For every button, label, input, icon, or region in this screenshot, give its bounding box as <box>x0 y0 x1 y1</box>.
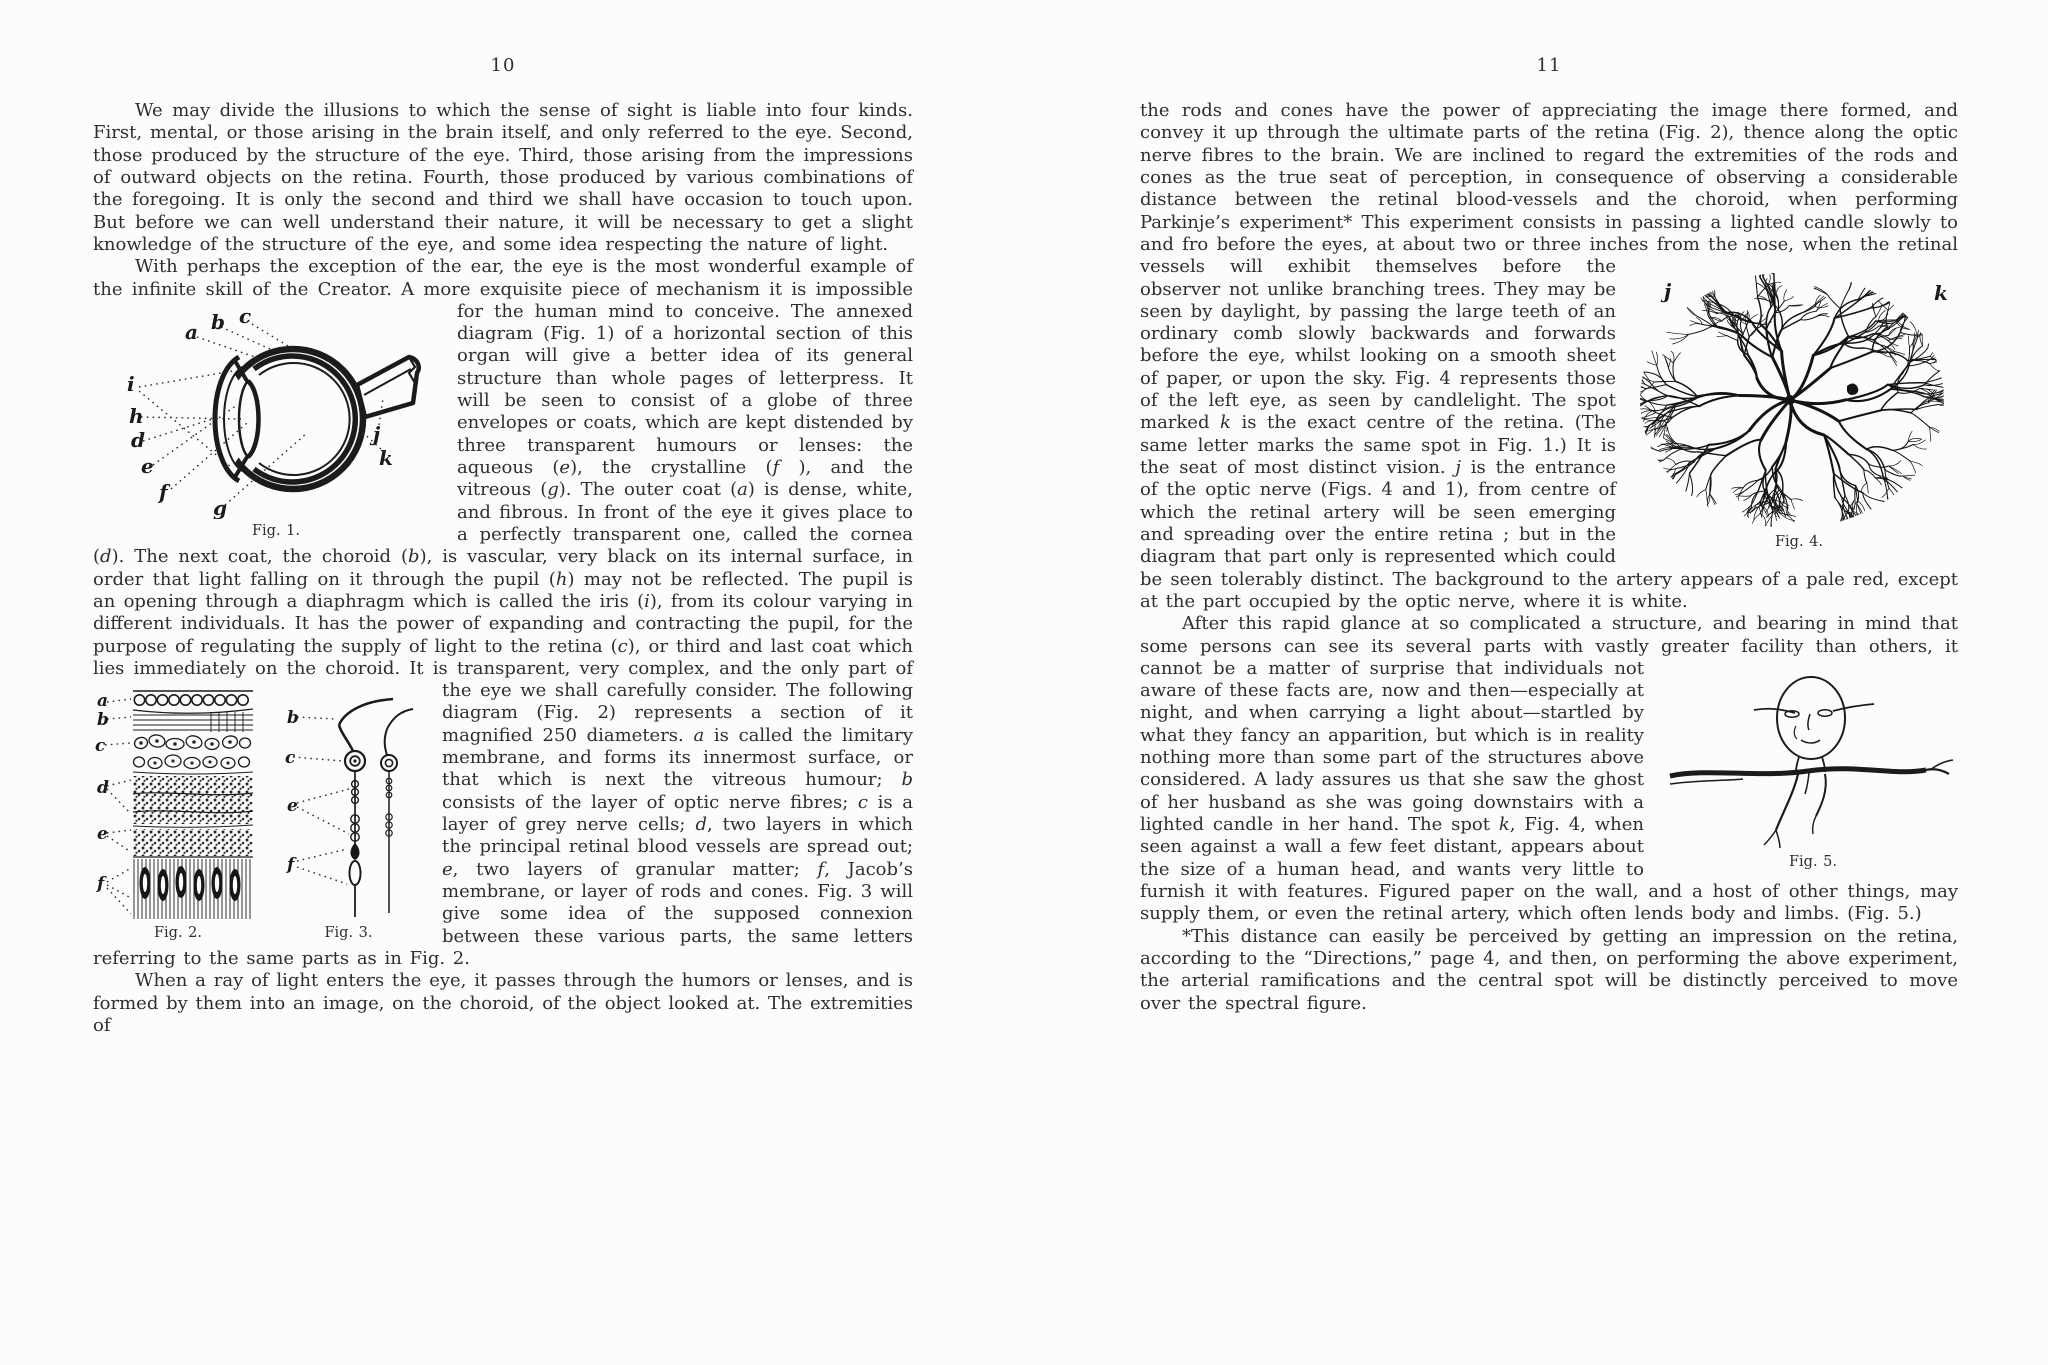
figure-5-caption: Fig. 5. <box>1788 853 1838 870</box>
fig2-label-c: c <box>95 736 106 757</box>
fig4-label-j: j <box>1664 279 1672 304</box>
p11-para2-segment-b: matter of surprise that individuals not aware of these facts are, now and then—especially at night, and when carrying a light about—startled by what they fancy an apparition, but which is in reality nothing more than some part of the structures above considered. A lady assures us that she saw the ghost of her husband as she was going downstairs with a lighted candle in her hand. The spot k, Fig. 4, when seen against a wall a few feet distant, appears about the size of a human head, and wants very little to furnish it with features. Figured paper on the wall, and a host of other things, may supply them, or even the retinal artery, which often lends body and limbs. (Fig. 5.) <box>1140 657 1958 925</box>
fig3-label-c: c <box>285 748 296 769</box>
fig3-label-f: f <box>287 855 295 876</box>
p11-paragraph-2 <box>1140 613 1958 925</box>
fig1-label-h: h <box>129 403 144 428</box>
figure-1 <box>121 307 431 541</box>
fig2-label-f: f <box>97 874 105 895</box>
fig2-label-d: d <box>97 778 109 799</box>
retina-elements-diagram <box>281 689 416 921</box>
footnote: *This distance can easily be perceived by getting an impression on the retina, according to the “Directions,” page 4, and then, on performing the above experiment, the arterial ramifications and the central spot will be distinctly perceived to move over the spectral figure. <box>1140 925 1958 1014</box>
retina-layers-diagram <box>93 686 263 921</box>
p11-paragraph-1 <box>1140 100 1958 613</box>
fig1-label-j: j <box>373 421 381 446</box>
fig2-label-b: b <box>97 710 109 731</box>
p10-para2-segment-b: for the human mind to conceive. The annexed diagram (Fig. 1) of a horizontal section of this organ will give a better idea of its general structure than whole pages of letterpress. It will be seen to consist of a globe of three envelopes or coats, which are kept distended by three transparent humours or lenses: the aqueous (e), the crystalline (f ), and the vitreous (g). The outer coat (a) is dense, white, and fibrous. In front of the eye it gives place to a perfectly transparent one, called the cornea (d). The next coat, the choroid (b), is vascular, very black on its internal surface, in order that light falling on it through the pupil (h) may not be reflected. The pupil is an opening through a diaphragm which is called the iris (i), from its colour varying in different individuals. It has the power of expanding and contracting the pupil, for the purpose of regulating the supply of light to the retina (c), or third and last coat which lies immediately on the choroid. It is transparent, very complex, and the only part of the eye we shall carefully <box>93 300 914 702</box>
figure-4 <box>1640 262 1958 552</box>
spectral-figure-sketch <box>1668 664 1958 850</box>
fig2-label-a: a <box>97 691 109 712</box>
p11-para2-segment-a: After this rapid glance at so complicated a structure, and bearing in mind that some persons can see its several parts with vastly greater facility than others, it cannot be a <box>1140 613 1958 679</box>
figure-2-3-group <box>93 686 416 943</box>
fig2-label-e: e <box>97 824 108 845</box>
figure-2-caption: Fig. 2. <box>153 925 203 942</box>
figure-1-caption: Fig. 1. <box>251 522 301 539</box>
p11-para1-segment-a: the rods and cones have the power of appreciating the image there formed, and convey it up through the ultimate parts of the retina (Fig. 2), thence along the optic nerve fibres to the brain. We are inclined to regard the extremities of the rods and cones as the true seat of perception, in consequence of observing a considerable distance between the retinal blood-vessels and the choroid, when performing Parkinje’s experiment* This experiment consists in passing a lighted candle slowly to and fro before the eyes, at about two or three inches from the nose, when the retinal vessels will exhibit themselves before the <box>1140 100 1958 278</box>
eye-section-diagram <box>121 307 431 519</box>
fig1-label-i: i <box>127 371 135 396</box>
fig1-label-b: b <box>211 309 225 334</box>
fig1-label-d: d <box>131 427 145 452</box>
p10-paragraph-2 <box>93 256 913 970</box>
page-number-11: 11 <box>1536 55 1562 76</box>
page-11 <box>1140 0 1958 1365</box>
fig1-label-f: f <box>159 479 168 504</box>
fig1-label-c: c <box>239 306 252 328</box>
figure-2 <box>93 686 263 943</box>
retinal-vessels-diagram <box>1640 262 1958 530</box>
figure-3 <box>281 689 416 943</box>
p10-paragraph-1: We may divide the illusions to which the sense of sight is liable into four kinds. First, mental, or those arising in the brain itself, and only referred to the eye. Second, those produced by the structure of the eye. Third, those arising from the impressions of outward objects on the retina. Fourth, those produced by various combinations of the foregoing. It is only the second and third we shall have occasion to touch upon. But before we can well understand their nature, it will be necessary to get a slight knowledge of the structure of the eye, and some idea respecting the nature of light. <box>93 100 913 255</box>
fig1-label-g: g <box>213 495 227 519</box>
figure-5 <box>1668 664 1958 872</box>
fig3-label-e: e <box>287 796 298 817</box>
fig4-label-k: k <box>1934 281 1948 306</box>
fig3-label-b: b <box>287 708 299 729</box>
fig1-label-k: k <box>379 445 393 470</box>
figure-4-caption: Fig. 4. <box>1774 534 1824 551</box>
p11-para1-segment-b: observer not unlike branching trees. They may be seen by daylight, by passing the large teeth of an ordinary comb slowly backwards and forwards before the eye, whilst looking on a smooth sheet of paper, or upon the sky. Fig. 4 represents those of the left eye, as seen by candlelight. The spot marked k is the exact centre of the retina. (The same letter marks the same spot in Fig. 1.) It is the seat of most distinct vision. j is the entrance of the optic nerve (Figs. 4 and 1), from centre of which the retinal artery will be seen emerging and spreading over the entire retina ; but in the diagram that part only is represented which could be seen tolerably distinct. The background to the artery appears of a pale red, except at the part occupied by the optic nerve, where it is white. <box>1140 278 1958 612</box>
p10-para2-segment-a: With perhaps the exception of the ear, the eye is the most wonderful example of the infinite skill of the Creator. A more exquisite piece of mechanism it is impossible <box>93 256 913 300</box>
p10-paragraph-3: When a ray of light enters the eye, it passes through the humors or lenses, and is formed by them into an image, on the choroid, of the object looked at. The extremities of <box>93 970 913 1036</box>
figure-3-caption: Fig. 3. <box>324 925 373 942</box>
page-number-10: 10 <box>490 55 516 76</box>
page-10 <box>93 0 913 1365</box>
p10-para2-segment-c: consider. The following diagram (Fig. 2) represents a section of it magnified 250 diameters. a is called the limitary membrane, and forms its innermost surface, or that which is next the vitreous humour; b consists of the layer of optic nerve fibres; c is a layer of grey nerve cells; d, two layers in which the principal retinal blood vessels are spread out; e, two layers of granular matter; f, Jacob’s membrane, or layer of rods and cones. Fig. 3 will give some idea of the supposed connexion between these various parts, the same letters referring to the same parts as in Fig. 2. <box>93 680 914 969</box>
fig1-label-e: e <box>141 453 154 478</box>
fig1-label-a: a <box>185 319 198 344</box>
